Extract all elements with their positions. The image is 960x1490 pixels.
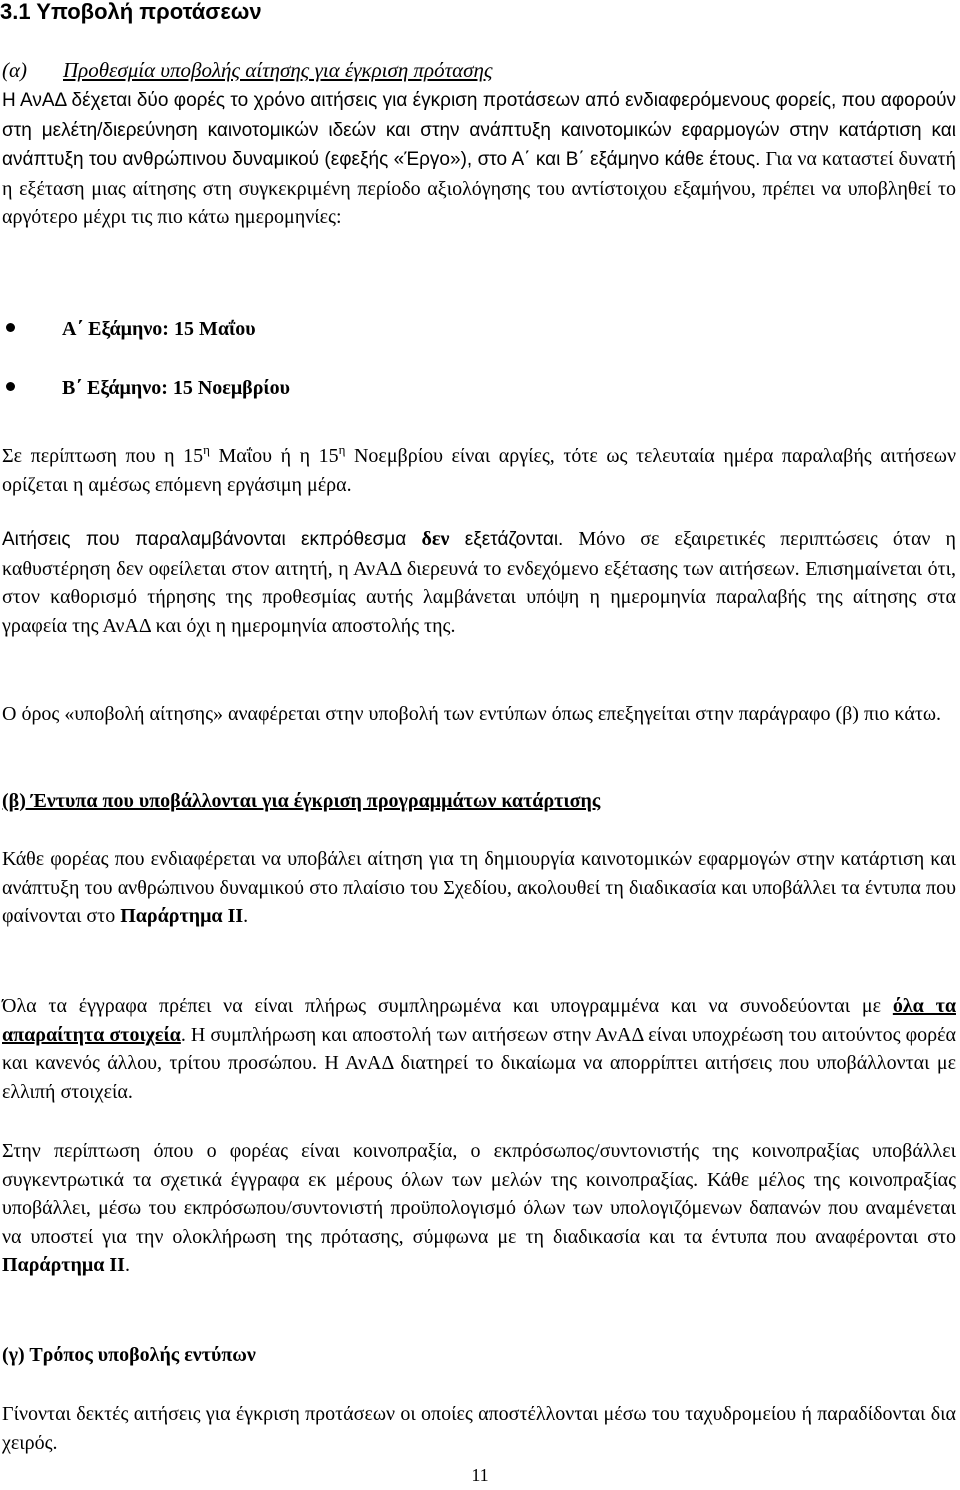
deadline-item-a [0, 315, 290, 374]
deadline-item-a-text: Α΄ Εξάμηνο: 15 Μαΐου [62, 318, 256, 340]
paragraph-term-definition: Ο όρος «υποβολή αίτησης» αναφέρεται στην υποβολή των εντύπων όπως επεξηγείται στην παράγραφο (β) πιο κάτω. [2, 703, 942, 725]
paragraph-submission-method: Γίνονται δεκτές αιτήσεις για έγκριση προτάσεων οι οποίες αποστέλλονται μέσω του ταχυδρομείου ή παραδίδονται δια χειρός. [2, 1403, 956, 1454]
paragraph-submission-periods [2, 86, 956, 232]
subsection-c-heading: (γ) Τρόπος υποβολής εντύπων [2, 1344, 256, 1366]
paragraph-documents-text3: Η συμπλήρωση και αποστολή των αιτήσεων στην ΑνΑΔ είναι υποχρέωση του αιτούντος φορέα και κανενός άλλου, τρίτου προσώπου. Η ΑνΑΔ διατηρεί το δικαίωμα να απορρίπτει αιτήσεις που υποβάλλονται με ελλιπή στοιχεία. [2, 1023, 957, 1103]
paragraph-forms-text2: . [243, 905, 249, 927]
paragraph-late-bold: δεν [421, 528, 450, 550]
paragraph-forms [2, 845, 956, 931]
paragraph-late-text3: Μόνο σε εξαιρετικές περιπτώσεις όταν η καθυστέρηση δεν οφείλεται στον αιτητή, η ΑνΑΔ διερευνά το ενδεχόμενο εξέτασης των αιτήσεων. [2, 528, 956, 580]
paragraph-documents-bold: όλα τα απαραίτητα στοιχεία [2, 995, 956, 1046]
subsection-a-title: Προθεσμία υποβολής αίτησης για έγκριση πρότασης [63, 58, 493, 82]
paragraph-holidays-text1: Σε περίπτωση που η 15 [2, 445, 204, 467]
superscript: η [203, 442, 210, 457]
paragraph-documents [2, 992, 956, 1106]
paragraph-submission-periods-part1: Η ΑνΑΔ δέχεται δύο φορές το χρόνο αιτήσεις για έγκριση προτάσεων από ενδιαφερόμενους φορείς, που αφορούν στη μελέτη/διερεύνηση καινοτομικών ιδεών και στην ανάπτυξη καινοτομικών εφαρμογών στην κατάρτιση και ανάπτυξη του ανθρώπινου δυναμικού (εφεξής «Έργο»), στο Α΄ και Β΄ εξάμηνο κάθε έτους. [2, 90, 956, 170]
paragraph-late-applications [2, 525, 956, 640]
paragraph-consortium [2, 1137, 956, 1280]
bullet-icon [6, 323, 15, 332]
paragraph-late-text2: εξετάζονται. [449, 529, 564, 550]
paragraph-documents-text2: . [180, 1023, 186, 1046]
paragraph-late-text4: Επισημαίνεται ότι, στον καθορισμό τήρησης της προθεσμίας αυτής λαμβάνεται υπόψη η ημερομηνία παραλαβής της αίτησης στα γραφεία της ΑνΑΔ και όχι η ημερομηνία αποστολής της. [2, 557, 956, 637]
paragraph-consortium-text1: Στην περίπτωση όπου ο φορέας είναι κοινοπραξία, ο εκπρόσωπος/συντονιστής της κοινοπραξίας υποβάλλει συγκεντρωτικά τα σχετικά έγγραφα εκ μέρους όλων των μελών της κοινοπραξίας. Κάθε μέλος της κοινοπραξίας υποβάλλει, μέσω του εκπρόσωπου/συντονιστή προϋπολογισμό όλων των υπολογιζόμενων δαπανών που αναμένεται να υποστεί για την ολοκλήρωση της πρότασης, σύμφωνα με τη διαδικασία και τα έντυπα που αναφέρονται στο [2, 1140, 956, 1248]
subsection-a-label: (α) [2, 58, 28, 82]
bullet-icon [6, 382, 15, 391]
deadline-list [0, 315, 290, 433]
page-number: 11 [471, 1465, 489, 1485]
subsection-a-heading [2, 56, 492, 84]
deadline-item-b-text: Β΄ Εξάμηνο: 15 Νοεμβρίου [62, 377, 290, 399]
paragraph-consortium-bold: Παράρτημα ΙΙ [2, 1254, 125, 1276]
paragraph-holidays [2, 436, 956, 499]
superscript: η [338, 442, 346, 457]
paragraph-holidays-text3: Νοεμβρίου είναι αργίες, τότε ως τελευταία ημέρα παραλαβής αιτήσεων ορίζεται η αμέσως επόμενη εργάσιμη μέρα. [2, 445, 956, 496]
paragraph-late-text1: Αιτήσεις που παραλαμβάνονται εκπρόθεσμα [2, 529, 422, 550]
paragraph-submission-periods-part2: Για να καταστεί δυνατή η εξέταση μιας αίτησης στη συγκεκριμένη περίοδο αξιολόγησης του αντίστοιχου εξαμήνου, πρέπει να υποβληθεί το αργότερο μέχρι τις πιο κάτω ημερομηνίες: [2, 148, 956, 228]
paragraph-holidays-text2: Μαΐου ή η 15 [209, 445, 339, 467]
paragraph-consortium-text2: . [124, 1254, 130, 1276]
paragraph-forms-text1: Κάθε φορέας που ενδιαφέρεται να υποβάλει αίτηση για τη δημιουργία καινοτομικών εφαρμογών στην κατάρτιση και ανάπτυξη του ανθρώπινου δυναμικού στο πλαίσιο του Σχεδίου, ακολουθεί τη διαδικασία και υποβάλλει τα έντυπα που φαίνονται στο [2, 848, 956, 927]
section-title: 3.1 Υποβολή προτάσεων [0, 0, 262, 24]
paragraph-forms-bold: Παράρτημα ΙΙ [120, 905, 244, 927]
paragraph-documents-text1: Όλα τα έγγραφα πρέπει να είναι πλήρως συμπληρωμένα και υπογραμμένα και να συνοδεύονται με [2, 995, 893, 1017]
deadline-item-b [0, 374, 290, 433]
subsection-b-heading: (β) Έντυπα που υποβάλλονται για έγκριση προγραμμάτων κατάρτισης [2, 790, 601, 812]
